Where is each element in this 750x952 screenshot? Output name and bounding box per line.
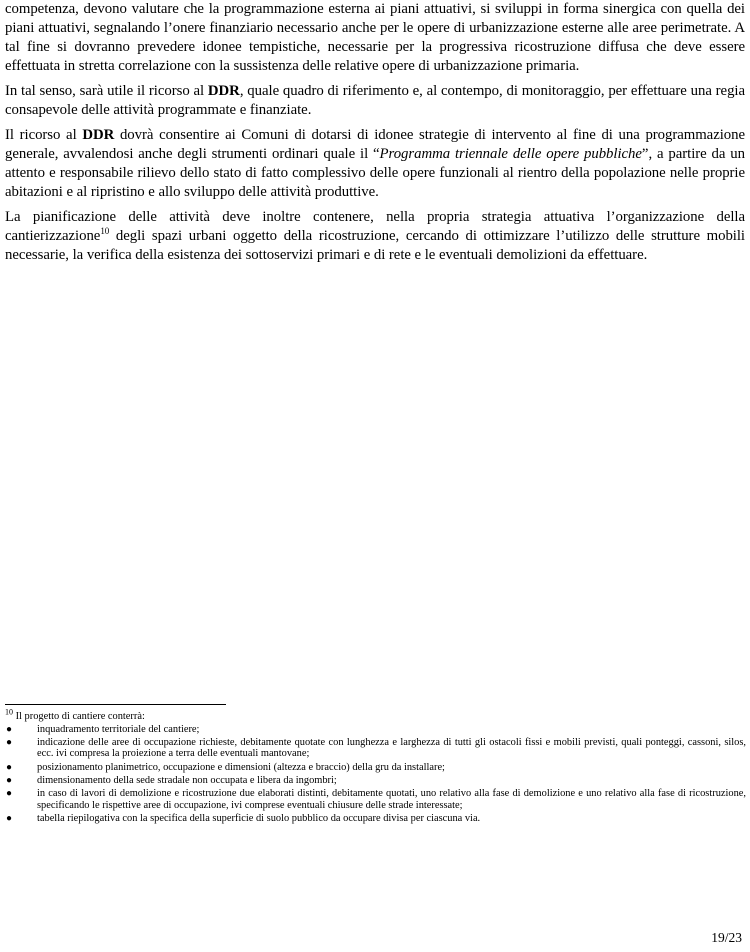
paragraph-programmazione (5, 0, 745, 76)
footnote-reference[interactable]: 10 (100, 226, 110, 237)
footnote-intro: Il progetto di cantiere conterrà: (13, 711, 145, 722)
footnote-heading (5, 707, 746, 723)
footnote-item-text: dimensionamento della sede stradale non occupata e libera da ingombri; (37, 774, 337, 786)
bullet-icon: ● (6, 774, 13, 786)
text-segment: In tal senso, sarà utile il ricorso al (5, 83, 208, 99)
text-segment: degli spazi urbani oggetto della ricostruzione, cercando di ottimizzare l’utilizzo delle strutture mobili necessarie, la verifica della esistenza dei sottoservizi primari e di rete e le eventuali demolizioni da effettuare. (5, 228, 745, 263)
footnote-list (5, 724, 746, 825)
footnote-number: 10 (5, 707, 13, 717)
footnote-separator (5, 704, 226, 705)
bold-term: DDR (82, 127, 115, 143)
paragraph-cantierizzazione (5, 208, 745, 265)
text-segment: Il ricorso al (5, 127, 83, 143)
text-segment: dovrà consentire ai Comuni di dotarsi di idonee strategie di intervento al fine di una programmazione generale, avvalendosi anche degli strumenti ordinari quale il “ (5, 127, 745, 162)
footnote-item-text: posizionamento planimetrico, occupazione e dimensioni (altezza e braccio) della gru da installare; (37, 761, 445, 773)
footnote-list-item (5, 762, 746, 774)
footnote-item-text: tabella riepilogativa con la specifica della superficie di suolo pubblico da occupare divisa per ciascuna via. (37, 812, 481, 824)
footnote-item-text: indicazione delle aree di occupazione richieste, debitamente quotate con lunghezza e larghezza di tutti gli ostacoli fissi e mobili previsti, quali ponteggi, cassoni, silos, ecc. ivi compresa la proiezione a terra delle eventuali mantovane; (37, 736, 746, 760)
footnote-list-item (5, 737, 746, 760)
footnote-list-item (5, 775, 746, 787)
text-segment: ”, a partire da un attento e responsabile rilievo dello stato di fatto complessivo delle opere funzionali al rientro della popolazione nelle proprie abitazioni e al ripristino e allo sviluppo delle attività produttive. (5, 146, 746, 200)
body-text (5, 0, 745, 271)
bold-term: DDR (207, 83, 240, 99)
footnote-list-item (5, 788, 746, 811)
paragraph-ddr-strategie (5, 126, 745, 202)
text-segment: competenza, devono valutare che la programmazione esterna ai piani attuativi, si sviluppi in forma sinergica con quella dei piani attuativi, segnalando l’onere finanziario necessario anche per le opere di urbanizzazione esterne alle aree perimetrate. A tal fine si dovranno prevedere idonee tempistiche, necessarie per la progressiva ricostruzione diffusa che deve essere effettuata in stretta correlazione con la sussistenza delle relative opere di urbanizzazione primaria. (5, 1, 745, 74)
bullet-icon: ● (6, 761, 13, 773)
footnote-list-item (5, 724, 746, 736)
bullet-icon: ● (6, 812, 13, 824)
text-segment: La pianificazione delle attività deve inoltre contenere, nella propria strategia attuativa l’organizzazione della cantierizzazione (5, 209, 745, 244)
footnote-list-item (5, 813, 746, 825)
footnote (5, 707, 746, 826)
text-segment: , quale quadro di riferimento e, al contempo, di monitoraggio, per effettuare una regia consapevole delle attività programmate e finanziate. (5, 83, 745, 118)
bullet-icon: ● (6, 787, 13, 799)
italic-title: Programma triennale delle opere pubbliche (379, 146, 642, 162)
bullet-icon: ● (6, 723, 13, 735)
page-number: 19/23 (711, 930, 742, 945)
bullet-icon: ● (6, 736, 13, 748)
paragraph-ddr-monitoraggio (5, 82, 745, 120)
footnote-item-text: inquadramento territoriale del cantiere; (37, 723, 200, 735)
footnote-item-text: in caso di lavori di demolizione e ricostruzione due elaborati distinti, debitamente quotati, uno relativo alla fase di demolizione e uno relativo alla fase di ricostruzione, specificando le rispettive aree di occupazione, ivi comprese eventuali chiusure delle strade interessate; (37, 787, 746, 811)
